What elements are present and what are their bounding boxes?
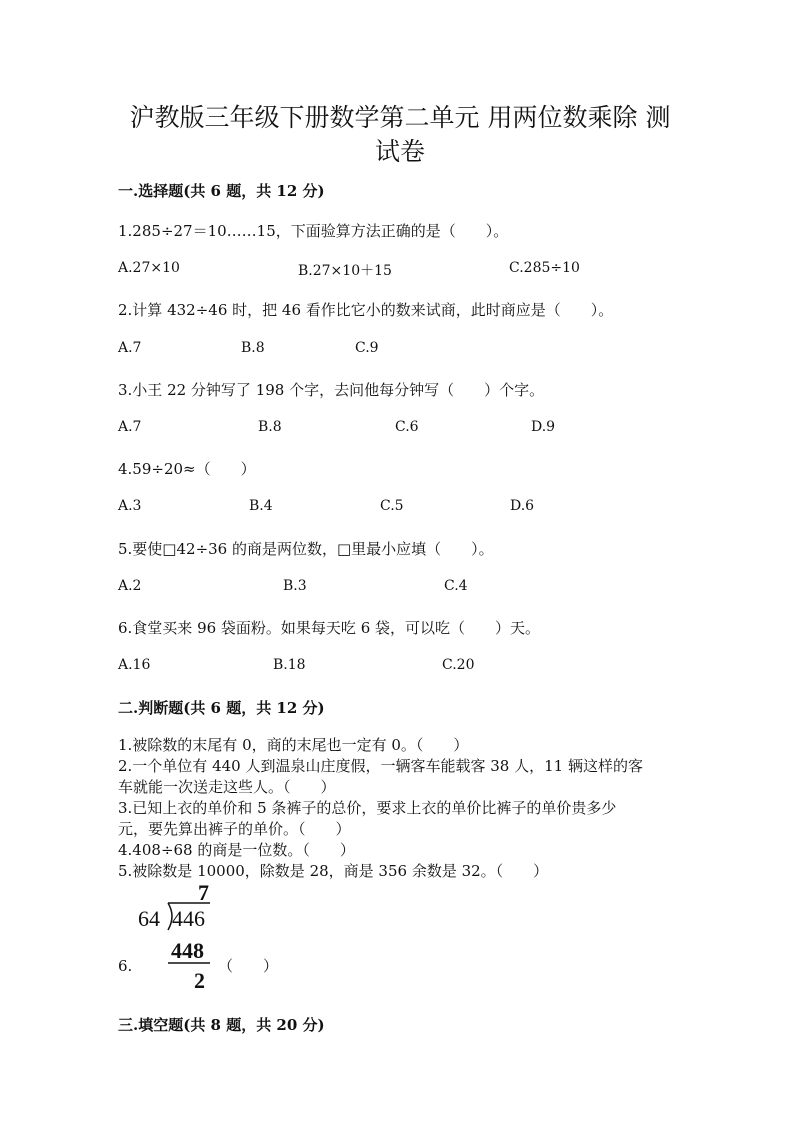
- division-dividend: 446: [172, 906, 205, 931]
- division-quotient: 7: [198, 880, 209, 905]
- question-4: 4.59÷20≈（ ）: [118, 460, 256, 478]
- tf-item-6-blank: （ ）: [218, 957, 279, 975]
- question-4-option-c: C.5: [380, 498, 404, 514]
- question-3-option-d: D.9: [531, 419, 556, 435]
- question-6: 6.食堂买来 96 袋面粉。如果每天吃 6 袋，可以吃（ ）天。: [118, 619, 541, 637]
- question-4-option-a: A.3: [118, 498, 142, 514]
- long-division-figure: [138, 880, 228, 1000]
- tf-item-4: 4.408÷68 的商是一位数。（ ）: [118, 841, 355, 859]
- page-title-line2: 试卷: [374, 137, 425, 166]
- division-divisor: 64: [138, 906, 160, 931]
- question-6-option-b: B.18: [273, 657, 306, 673]
- question-4-option-b: B.4: [249, 498, 273, 514]
- question-3-option-c: C.6: [395, 419, 419, 435]
- tf-item-2-line2: 车就能一次送走这些人。（ ）: [118, 778, 336, 796]
- question-1: 1.285÷27＝10……15，下面验算方法正确的是（ ）。: [118, 222, 509, 240]
- question-2-option-c: C.9: [355, 340, 379, 356]
- question-3: 3.小王 22 分钟写了 198 个字，去问他每分钟写（ ）个字。: [118, 381, 545, 399]
- question-5: 5.要使□42÷36 的商是两位数，□里最小应填（ ）。: [118, 540, 494, 558]
- question-2-option-b: B.8: [241, 340, 265, 356]
- question-1-option-b: B.27×10＋15: [298, 263, 392, 279]
- question-6-option-a: A.16: [118, 657, 151, 673]
- section-heading-true-false: 二.判断题(共 6 题，共 12 分): [118, 699, 325, 717]
- question-1-option-a: A.27×10: [118, 260, 180, 276]
- question-3-option-a: A.7: [118, 419, 142, 435]
- tf-item-1: 1.被除数的末尾有 0，商的末尾也一定有 0。（ ）: [118, 736, 469, 754]
- question-2-option-a: A.7: [118, 340, 142, 356]
- question-5-option-b: B.3: [283, 578, 307, 594]
- question-1-option-c: C.285÷10: [509, 260, 580, 276]
- question-5-option-c: C.4: [444, 578, 468, 594]
- tf-item-5: 5.被除数是 10000，除数是 28，商是 356 余数是 32。（ ）: [118, 862, 549, 880]
- question-6-option-c: C.20: [442, 657, 475, 673]
- division-product: 448: [171, 938, 204, 963]
- section-heading-choice: 一.选择题(共 6 题，共 12 分): [118, 182, 325, 200]
- question-5-option-a: A.2: [118, 578, 142, 594]
- page-title-line1: 沪教版三年级下册数学第二单元 用两位数乘除 测: [129, 103, 671, 132]
- tf-item-3-line1: 3.已知上衣的单价和 5 条裤子的总价，要求上衣的单价比裤子的单价贵多少: [118, 799, 617, 817]
- question-4-option-d: D.6: [510, 498, 535, 514]
- tf-item-3-line2: 元，要先算出裤子的单价。（ ）: [118, 820, 351, 838]
- question-2: 2.计算 432÷46 时，把 46 看作比它小的数来试商，此时商应是（ ）。: [118, 301, 614, 319]
- question-3-option-b: B.8: [258, 419, 282, 435]
- division-remainder: 2: [194, 968, 205, 993]
- section-heading-fill-blank: 三.填空题(共 8 题，共 20 分): [118, 1016, 325, 1034]
- tf-item-6-number: 6.: [118, 957, 133, 975]
- tf-item-2-line1: 2.一个单位有 440 人到温泉山庄度假，一辆客车能载客 38 人，11 辆这样的客: [118, 757, 643, 775]
